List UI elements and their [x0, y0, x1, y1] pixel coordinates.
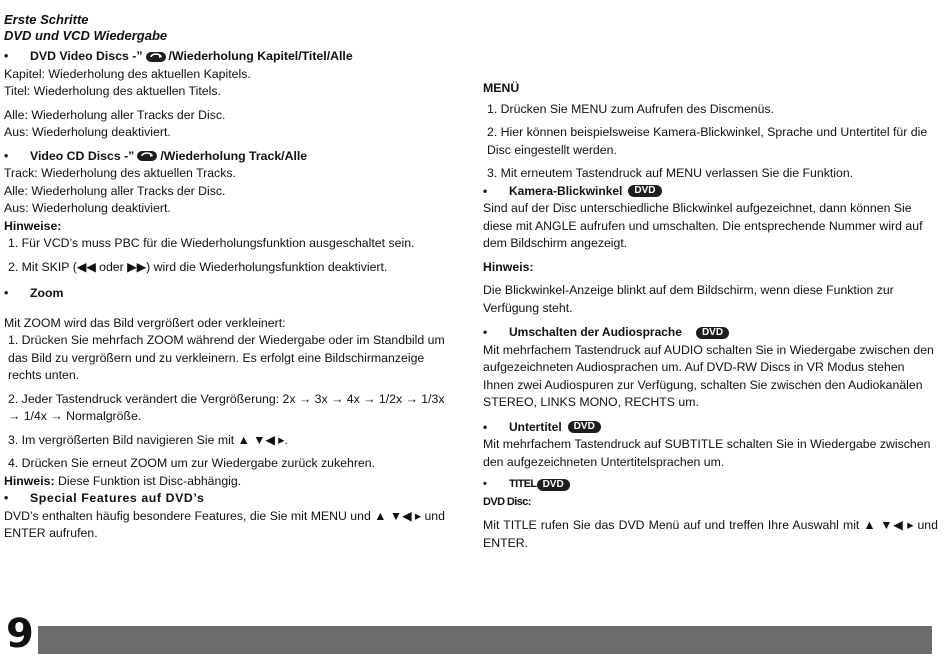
section-title: Erste Schritte: [4, 12, 89, 27]
dvd-repeat-line: Kapitel: Wiederholung des aktuellen Kapitels.: [4, 66, 251, 81]
camera-text: Sind auf der Disc unterschiedliche Blickwinkel aufgezeichnet, dann können Sie diese mit ANGLE aufrufen und umschalten. Die entsprechende Nummer wird auf dem Bildschirm angezeigt.: [483, 201, 923, 250]
special-features-text: DVD’s enthalten häufig besondere Features, die Sie mit MENU und ▲ ▼◀ ▸ und ENTER aufrufen.: [4, 508, 445, 540]
menu-step: 3. Mit erneutem Tastendruck auf MENU verlassen Sie die Funktion.: [487, 166, 854, 180]
audio-heading: • Umschalten der Audiosprache DVD: [483, 324, 938, 342]
camera-hint-text: Die Blickwinkel-Anzeige blinkt auf dem Bildschirm, wenn diese Funktion zur Verfügung steht.: [483, 283, 894, 315]
special-features-heading: • Special Features auf DVD’s: [4, 491, 205, 505]
page-number: 9: [6, 611, 34, 657]
zoom-step: 1. Drücken Sie mehrfach ZOOM während der Wiedergabe oder im Standbild um das Bild zu vergrößern und zu verkleinern. Es erfolgt eine Bildschirmanzeige rechts unten.: [8, 333, 445, 382]
dvd-badge: DVD: [696, 327, 729, 339]
footer-bar: [38, 626, 932, 654]
zoom-hint: Hinweis: Diese Funktion ist Disc-abhängig.: [4, 473, 242, 488]
zoom-intro: Mit ZOOM wird das Bild vergrößert oder verkleinert:: [4, 315, 286, 330]
dvd-repeat-heading: • DVD Video Discs -” /Wiederholung Kapitel/Titel/Alle: [4, 49, 353, 63]
right-column: [483, 80, 938, 552]
dvd-badge: DVD: [628, 185, 661, 197]
subtitle-heading: • Untertitel DVD: [483, 419, 938, 437]
titel-heading: • TITEL DVD: [483, 476, 938, 494]
left-column: [4, 48, 454, 543]
menu-heading: MENÜ: [483, 81, 520, 95]
section-subtitle: DVD und VCD Wiedergabe: [4, 28, 168, 43]
dvd-badge: DVD: [537, 479, 570, 491]
page-header: [4, 12, 167, 44]
dvd-badge: DVD: [568, 421, 601, 433]
zoom-step: 2. Jeder Tastendruck verändert die Vergrößerung: 2x → 3x → 4x → 1/2x → 1/3x → 1/4x → Normalgröße.: [8, 391, 445, 423]
zoom-heading: • Zoom: [4, 286, 64, 300]
dvd-repeat-line: Aus: Wiederholung deaktiviert.: [4, 125, 171, 139]
hint-item: 2. Mit SKIP (◀◀ oder ▶▶) wird die Wiederholungsfunktion deaktiviert.: [8, 259, 388, 274]
titel-text: Mit TITLE rufen Sie das DVD Menü auf und treffen Ihre Auswahl mit ▲ ▼◀ ▸ und ENTER.: [483, 518, 938, 550]
camera-hint-heading: Hinweis:: [483, 259, 534, 274]
repeat-icon: [145, 50, 167, 64]
vcd-repeat-line: Alle: Wiederholung aller Tracks der Disc.: [4, 183, 226, 198]
vcd-repeat-line: Aus: Wiederholung deaktiviert.: [4, 201, 171, 215]
zoom-step: 3. Im vergrößerten Bild navigieren Sie mit ▲ ▼◀ ▸.: [8, 432, 288, 447]
vcd-repeat-line: Track: Wiederholung des aktuellen Tracks.: [4, 166, 236, 180]
hints-heading: Hinweise:: [4, 218, 62, 233]
hint-item: 1. Für VCD’s muss PBC für die Wiederholungsfunktion ausgeschaltet sein.: [8, 236, 415, 250]
menu-step: 1. Drücken Sie MENU zum Aufrufen des Discmenüs.: [487, 101, 775, 116]
titel-sub: DVD Disc:: [483, 495, 531, 508]
subtitle-text: Mit mehrfachem Tastendruck auf SUBTITLE schalten Sie in Wiedergabe zwischen den aufgezeichneten Untertitelsprachen um.: [483, 437, 931, 469]
dvd-repeat-line: Alle: Wiederholung aller Tracks der Disc.: [4, 107, 226, 122]
vcd-repeat-heading: • Video CD Discs -” /Wiederholung Track/Alle: [4, 148, 308, 163]
dvd-repeat-line: Titel: Wiederholung des aktuellen Titels.: [4, 84, 221, 98]
audio-text: Mit mehrfachem Tastendruck auf AUDIO schalten Sie in Wiedergabe zwischen den aufgezeichneten Audiosprachen um. Auf DVD-RW Discs in VR Modus stehen Ihnen zwei Audiospuren zur Verfügung, schalten Sie zwischen den Audiokanälen STEREO, LINKS MONO, RECHTS um.: [483, 342, 934, 409]
menu-step: 2. Hier können beispielsweise Kamera-Blickwinkel, Sprache und Untertitel für die Disc eingestellt werden.: [487, 125, 928, 157]
repeat-icon: [136, 149, 158, 163]
zoom-step: 4. Drücken Sie erneut ZOOM um zur Wiedergabe zurück zukehren.: [8, 456, 376, 470]
camera-heading: • Kamera-Blickwinkel DVD: [483, 183, 938, 201]
